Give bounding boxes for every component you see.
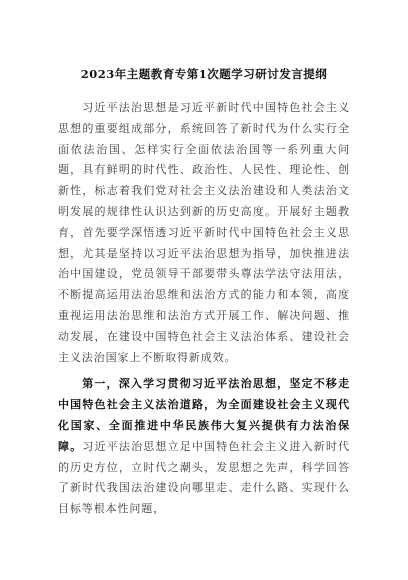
paragraph-intro — [58, 98, 350, 368]
paragraph-body: 习近平法治思想是习近平新时代中国特色社会主义思想的重要组成部分，系统回答了新时代为什么实行全面依法治国、怎样实行全面依法治国等一系列重大问题，具有鲜明的时代性、政治性、人民性、理论性、创新性，标志着我们党对社会主义法治建设和人类法治文明发展的规律性认识达到新的历史高度。开展好主题教育，首先要学深悟透习近平新时代中国特色社会主义思想，尤其是坚持以习近平法治思想为指导，加快推进法治中国建设，党员领导干部要带头尊法学法守法用法，不断提高运用法治思维和法治方式的能力和本领，高度重视运用法治思维和法治方式开展工作、解决问题、推动发展，在建设中国特色社会主义法治体系、建设社会主义法治国家上不断取得新成效。 — [58, 101, 350, 364]
paragraph-section-one — [58, 374, 350, 520]
paragraph-body: 习近平法治思想立足中国特色社会主义进入新时代的历史方位，立时代之潮头，发思想之先声，科学回答了新时代我国法治建设向哪里走、走什么路、实现什么目标等根本性问题， — [58, 439, 350, 516]
paragraph-lead: 第一，深入学习贯彻习近平法治思想，坚定不移走中国特色社会主义法治道路，为全面建设社会主义现代化国家、全面推进中华民族伟大复兴提供有力法治保障。 — [58, 377, 350, 453]
document-title: 2023年主题教育专第1次题学习研讨发言提纲 — [80, 67, 328, 81]
